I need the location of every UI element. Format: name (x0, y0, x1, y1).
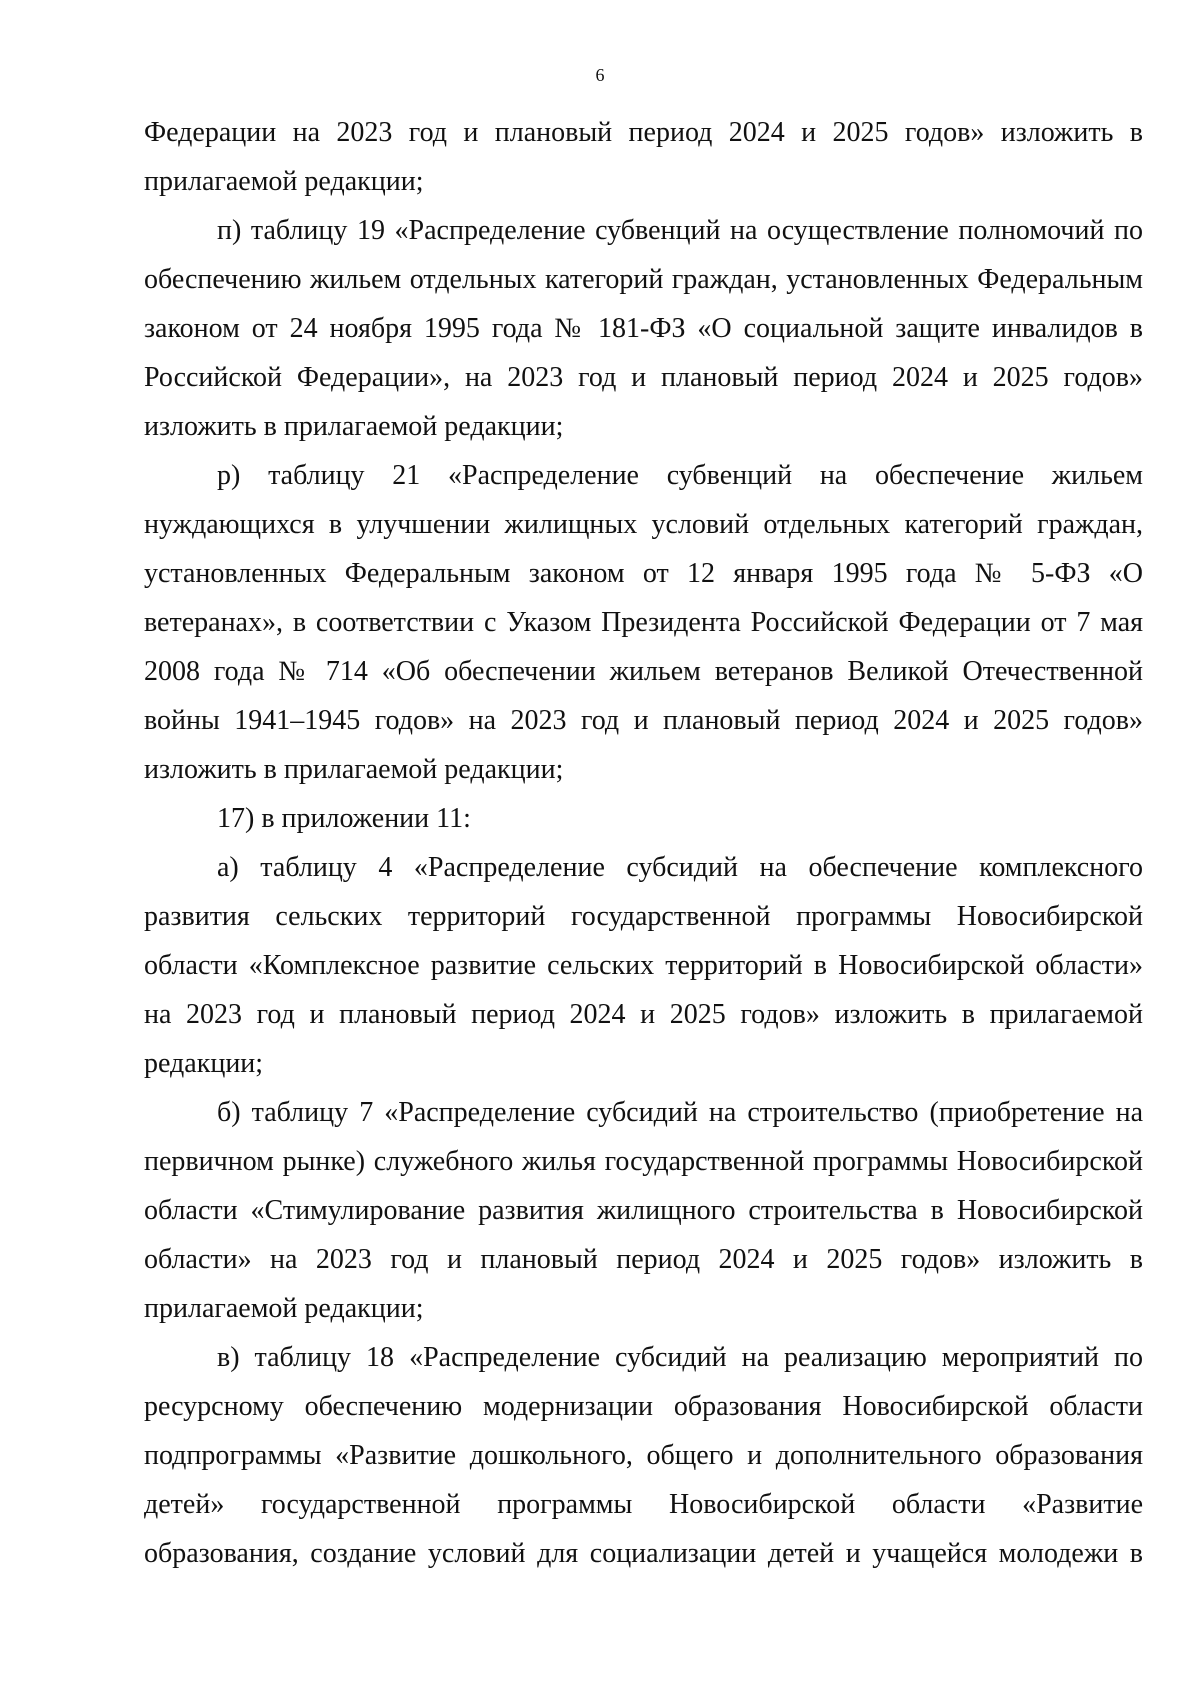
paragraph-item-p: п) таблицу 19 «Распределение субвенций на осуществление полномочий по обеспечению жильем отдельных категорий граждан, установленных Федеральным законом от 24 ноября 1995 года № 181-ФЗ «О социальной защите инвалидов в Российской Федерации», на 2023 год и плановый период 2024 и 2025 годов» изложить в прилагаемой редакции; (144, 215, 1143, 442)
paragraph-item-b: б) таблицу 7 «Распределение субсидий на строительство (приобретение на первичном рынке) служебного жилья государственной программы Новосибирской области «Стимулирование развития жилищного строительства в Новосибирской области» на 2023 год и плановый период 2024 и 2025 годов» изложить в прилагаемой редакции; (144, 1097, 1143, 1324)
paragraph-continuation: Федерации на 2023 год и плановый период 2024 и 2025 годов» изложить в прилагаемой редакции; (144, 117, 1143, 197)
paragraph-item-a: а) таблицу 4 «Распределение субсидий на обеспечение комплексного развития сельских территорий государственной программы Новосибирской области «Комплексное развитие сельских территорий в Новосибирской области» на 2023 год и плановый период 2024 и 2025 годов» изложить в прилагаемой редакции; (144, 852, 1143, 1079)
document-body (144, 108, 1143, 1578)
page-number: 6 (595, 65, 605, 85)
paragraph-item-v: в) таблицу 18 «Распределение субсидий на реализацию мероприятий по ресурсному обеспечению модернизации образования Новосибирской области подпрограммы «Развитие дошкольного, общего и дополнительного образования детей» государственной программы Новосибирской области «Развитие образования, создание условий для социализации детей и учащейся молодежи в (144, 1342, 1143, 1569)
paragraph-item-r: р) таблицу 21 «Распределение субвенций на обеспечение жильем нуждающихся в улучшении жилищных условий отдельных категорий граждан, установленных Федеральным законом от 12 января 1995 года № 5-ФЗ «О ветеранах», в соответствии с Указом Президента Российской Федерации от 7 мая 2008 года № 714 «Об обеспечении жильем ветеранов Великой Отечественной войны 1941–1945 годов» на 2023 год и плановый период 2024 и 2025 годов» изложить в прилагаемой редакции; (144, 460, 1143, 785)
paragraph-item-17: 17) в приложении 11: (217, 803, 471, 834)
